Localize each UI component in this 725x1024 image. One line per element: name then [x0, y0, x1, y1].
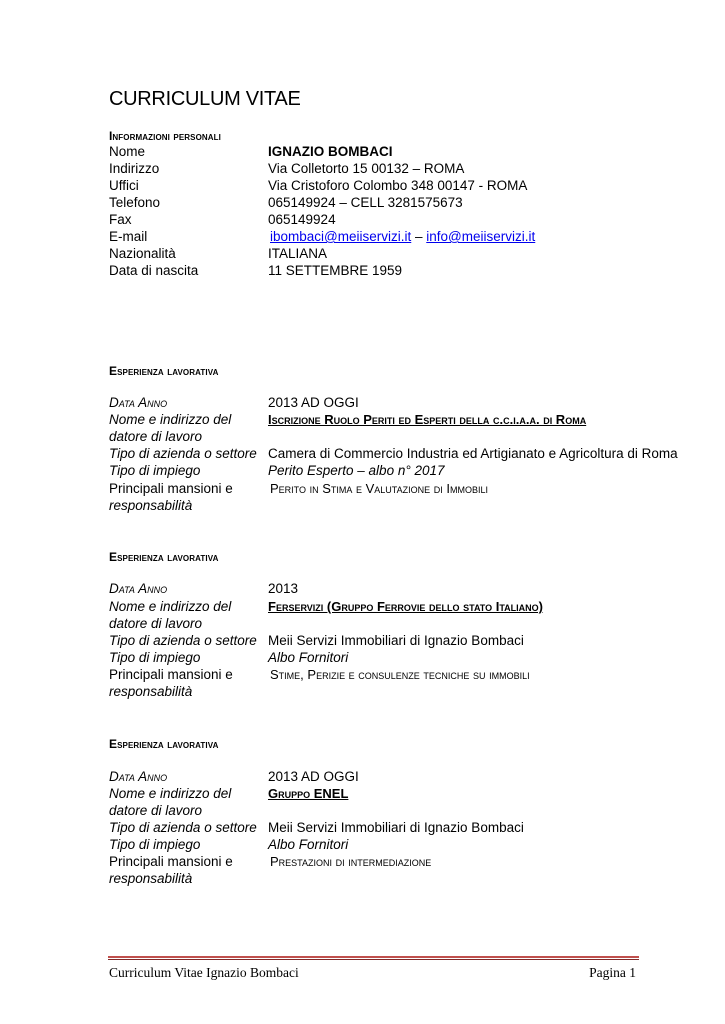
name-label: Nome [109, 144, 146, 159]
duties-label: Principali mansioni e [109, 481, 233, 496]
email-value [270, 228, 535, 245]
employment-type-value: Albo Fornitori [268, 837, 349, 852]
birthdate-label: Data di nascita [109, 263, 199, 278]
phone-label: Telefono [109, 195, 161, 210]
footer-title: Curriculum Vitae Ignazio Bombaci [109, 965, 299, 980]
offices-label: Uffici [109, 178, 139, 193]
duties-value: Perito in Stima e Valutazione di Immobili [270, 481, 488, 496]
email-label: E-mail [109, 229, 148, 244]
email-link-info[interactable]: info@meiiservizi.it [426, 229, 536, 244]
employer-label: Nome e indirizzo del [109, 412, 232, 427]
name-value: IGNAZIO BOMBACI [268, 144, 393, 159]
page-title: CURRICULUM VITAE [109, 88, 301, 110]
address-value: Via Colletorto 15 00132 – ROMA [268, 161, 465, 176]
sector-value: Camera di Commercio Industria ed Artigianato e Agricoltura di Roma [268, 446, 678, 461]
experience-heading: Esperienza lavorativa [109, 364, 219, 378]
personal-info-heading: Informazioni personali [109, 129, 221, 143]
date-label: Data Anno [109, 581, 168, 596]
experience-heading: Esperienza lavorativa [109, 550, 219, 564]
date-value: 2013 AD OGGI [268, 395, 359, 410]
employment-type-label: Tipo di impiego [109, 650, 201, 665]
offices-value: Via Cristoforo Colombo 348 00147 - ROMA [268, 178, 528, 193]
employment-type-label: Tipo di impiego [109, 837, 201, 852]
employer-value: Iscrizione Ruolo Periti ed Esperti della c.c.i.a.a. di Roma [268, 412, 587, 427]
fax-label: Fax [109, 212, 132, 227]
email-link-personal[interactable]: ibombaci@meiiservizi.it [270, 229, 412, 244]
experience-heading: Esperienza lavorativa [109, 737, 219, 751]
employer-label: Nome e indirizzo del [109, 599, 232, 614]
email-separator: – [411, 229, 427, 244]
birthdate-value: 11 SETTEMBRE 1959 [268, 263, 403, 278]
fax-value: 065149924 [268, 212, 336, 227]
employer-label: Nome e indirizzo del [109, 786, 232, 801]
footer-rule-shadow [108, 959, 639, 960]
duties-value: Prestazioni di intermediazione [270, 854, 432, 869]
sector-label: Tipo di azienda o settore [109, 820, 257, 835]
sector-label: Tipo di azienda o settore [109, 446, 257, 461]
employer-value: Ferservizi (Gruppo Ferrovie dello stato Italiano) [268, 599, 544, 614]
phone-value: 065149924 – CELL 3281575673 [268, 195, 463, 210]
duties-label: Principali mansioni e [109, 667, 233, 682]
employer-label-cont: datore di lavoro [109, 616, 203, 631]
sector-value: Meii Servizi Immobiliari di Ignazio Bombaci [268, 633, 524, 648]
sector-label: Tipo di azienda o settore [109, 633, 257, 648]
employment-type-value: Perito Esperto – albo n° 2017 [268, 463, 445, 478]
employer-label-cont: datore di lavoro [109, 803, 203, 818]
duties-label-cont: responsabilità [109, 871, 193, 886]
employment-type-value: Albo Fornitori [268, 650, 349, 665]
nationality-value: ITALIANA [268, 246, 328, 261]
nationality-label: Nazionalità [109, 246, 176, 261]
duties-label: Principali mansioni e [109, 854, 233, 869]
page-number: Pagina 1 [589, 965, 636, 980]
employer-value: Gruppo ENEL [268, 786, 349, 801]
address-label: Indirizzo [109, 161, 160, 176]
footer-rule [108, 956, 639, 958]
duties-label-cont: responsabilità [109, 498, 193, 513]
date-value: 2013 AD OGGI [268, 769, 359, 784]
duties-label-cont: responsabilità [109, 684, 193, 699]
duties-value: Stime, Perizie e consulenze tecniche su immobili [270, 667, 530, 682]
sector-value: Meii Servizi Immobiliari di Ignazio Bombaci [268, 820, 524, 835]
date-label: Data Anno [109, 395, 168, 410]
employment-type-label: Tipo di impiego [109, 463, 201, 478]
date-label: Data Anno [109, 769, 168, 784]
date-value: 2013 [268, 581, 299, 596]
employer-label-cont: datore di lavoro [109, 429, 203, 444]
